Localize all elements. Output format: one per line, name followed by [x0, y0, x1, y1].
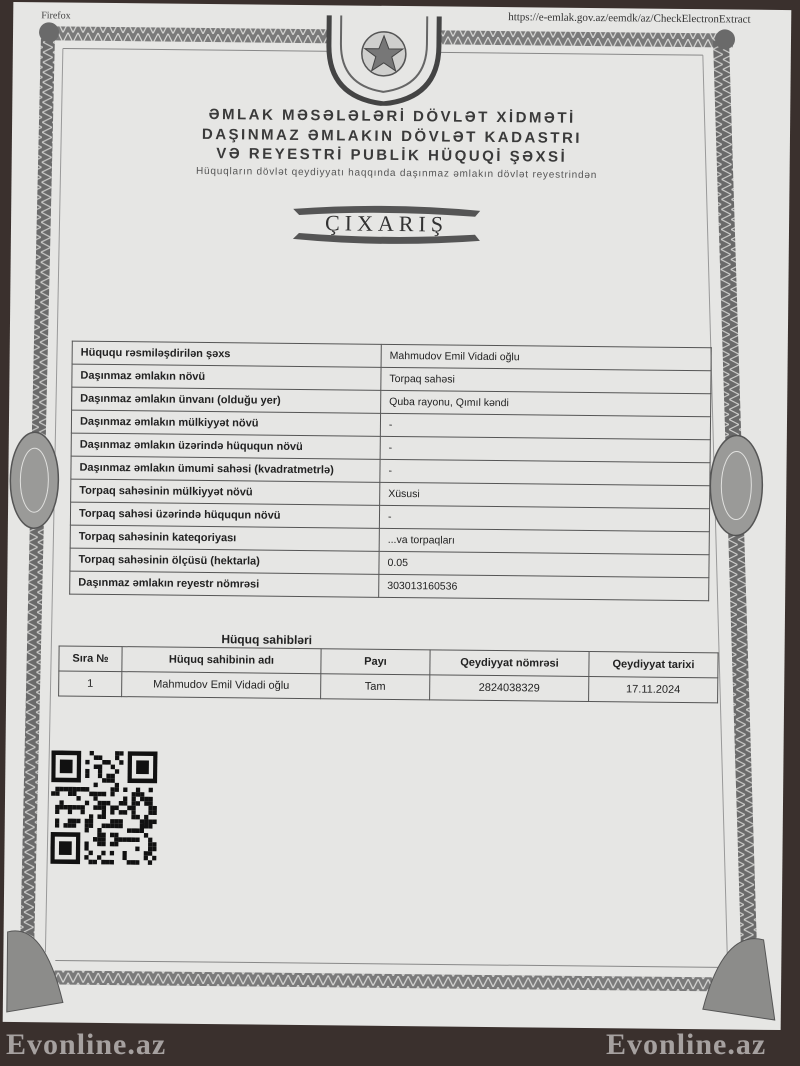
agency-name-line1: ƏMLAK MƏSƏLƏLƏRİ DÖVLƏT XİDMƏTİ	[208, 106, 576, 127]
col-header-number: Sıra №	[59, 646, 122, 672]
owner-registration-date: 17.11.2024	[589, 677, 718, 703]
col-header-share: Payı	[321, 649, 430, 675]
info-label: Torpaq sahəsinin ölçüsü (hektarla)	[70, 548, 379, 574]
watermark-right: Evonline.az	[606, 1028, 767, 1061]
info-label: Daşınmaz əmlakın ünvanı (olduğu yer)	[72, 387, 381, 413]
certificate-paper	[3, 2, 792, 1030]
owner-share: Tam	[321, 674, 430, 700]
info-label: Torpaq sahəsi üzərində hüququn növü	[70, 502, 379, 528]
info-value: Torpaq sahəsi	[381, 367, 711, 393]
info-value: -	[379, 505, 709, 531]
browser-url: https://e-emlak.gov.az/eemdk/az/CheckElectronExtract	[508, 11, 751, 26]
info-value: Xüsusi	[380, 482, 710, 508]
info-value: 0.05	[379, 551, 709, 577]
qr-code-icon	[50, 750, 157, 865]
info-label: Daşınmaz əmlakın üzərində hüququn növü	[71, 433, 380, 459]
info-value: Quba rayonu, Qımıl kəndi	[381, 390, 711, 416]
info-label: Daşınmaz əmlakın növü	[72, 364, 381, 390]
col-header-owner-name: Hüquq sahibinin adı	[122, 647, 321, 674]
watermark-left: Evonline.az	[6, 1028, 167, 1061]
browser-label: Firefox	[41, 10, 71, 22]
owners-table	[58, 645, 718, 703]
owner-number: 1	[59, 671, 122, 697]
info-value: -	[380, 459, 710, 485]
owner-registration-number: 2824038329	[430, 675, 589, 702]
info-label: Torpaq sahəsinin mülkiyyət növü	[71, 479, 380, 505]
info-label: Daşınmaz əmlakın reyestr nömrəsi	[70, 571, 379, 597]
info-label: Daşınmaz əmlakın ümumi sahəsi (kvadratmetrlə)	[71, 456, 380, 482]
col-header-registration-number: Qeydiyyat nömrəsi	[430, 650, 589, 677]
col-header-registration-date: Qeydiyyat tarixi	[589, 652, 718, 678]
info-label: Daşınmaz əmlakın mülkiyyət növü	[71, 410, 380, 436]
info-value: Mahmudov Emil Vidadi oğlu	[381, 344, 711, 370]
info-value: -	[380, 413, 710, 439]
header-subtitle: Hüquqların dövlət qeydiyyatı haqqında daşınmaz əmlakın dövlət reyestrindən	[195, 165, 598, 182]
info-label: Torpaq sahəsinin kateqoriyası	[70, 525, 379, 551]
property-info-table	[69, 341, 712, 602]
owner-name: Mahmudov Emil Vidadi oğlu	[122, 672, 321, 699]
info-value: ...va torpaqları	[379, 528, 709, 554]
agency-name-line3: VƏ REYESTRİ PUBLİK HÜQUQİ ŞƏXSİ	[216, 145, 568, 166]
document-title: ÇIXARIŞ	[324, 210, 449, 237]
state-emblem-icon	[318, 15, 449, 106]
agency-name-line2: DAŞINMAZ ƏMLAKIN DÖVLƏT KADASTRI	[201, 125, 583, 147]
info-value: -	[380, 436, 710, 462]
info-label: Hüququ rəsmiləşdirilən şəxs	[72, 341, 381, 367]
info-value: 303013160536	[379, 574, 709, 600]
owners-title: Hüquq sahibləri	[221, 632, 313, 648]
